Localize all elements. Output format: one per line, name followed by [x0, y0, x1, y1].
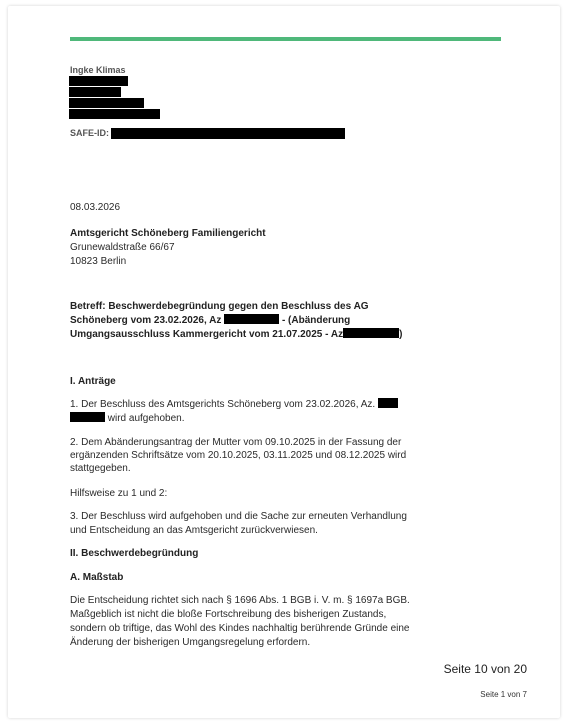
subject-line-3: Umgangsausschluss Kammergericht vom 21.07.2025 - Az ): [70, 329, 403, 340]
header-accent-rule: [70, 37, 501, 41]
case-number-redaction: [378, 398, 398, 408]
subsection-heading-massstab: A. Maßstab: [70, 572, 124, 583]
recipient-street: Grunewaldstraße 66/67: [70, 242, 175, 253]
page-number-large: Seite 10 von 20: [443, 662, 527, 676]
section-heading-antraege: I. Anträge: [70, 376, 116, 387]
subject-line-2: Schöneberg vom 23.02.2026, Az - (Abänderung: [70, 315, 351, 326]
alternative-request-label: Hilfsweise zu 1 und 2:: [70, 488, 168, 499]
letter-date: 08.03.2026: [70, 202, 121, 213]
sender-name: Ingke Klimas: [70, 65, 126, 75]
page-number-small: Seite 1 von 7: [480, 690, 527, 699]
case-number-redaction: [70, 412, 105, 422]
standard-paragraph-line-3: sondern ob triftige, das Wohl des Kindes nachhaltig berührende Gründe eine: [70, 623, 410, 634]
redaction-bar: [69, 76, 128, 86]
safe-id-redaction: [111, 128, 345, 139]
redaction-bar: [69, 87, 121, 97]
standard-paragraph-line-4: Änderung der bisherigen Umgangsregelung erfordern.: [70, 637, 311, 648]
safe-id-label: SAFE-ID:: [70, 128, 109, 138]
request-1-line-1: 1. Der Beschluss des Amtsgerichts Schöneberg vom 23.02.2026, Az.: [70, 398, 398, 412]
redaction-bar: [69, 109, 160, 119]
request-1-line-2: wird aufgehoben.: [70, 412, 185, 426]
request-3-line-2: und Entscheidung an das Amtsgericht zurückverwiesen.: [70, 525, 318, 536]
recipient-city: 10823 Berlin: [70, 256, 127, 267]
section-heading-beschwerdebegruendung: II. Beschwerdebegründung: [70, 548, 199, 559]
subject-line-1: Betreff: Beschwerdebegründung gegen den Beschluss des AG: [70, 301, 369, 312]
case-number-redaction: [343, 328, 399, 338]
request-2-line-2: ergänzenden Schriftsätze vom 20.10.2025, 03.11.2025 und 08.12.2025 wird: [70, 450, 407, 461]
request-2-line-3: stattgegeben.: [70, 463, 131, 474]
case-number-redaction: [224, 314, 279, 324]
standard-paragraph-line-2: Maßgeblich ist nicht die bloße Fortschreibung des bisherigen Zustands,: [70, 609, 387, 620]
recipient-name: Amtsgericht Schöneberg Familiengericht: [70, 228, 266, 239]
request-2-line-1: 2. Dem Abänderungsantrag der Mutter vom 09.10.2025 in der Fassung der: [70, 437, 402, 448]
redaction-bar: [69, 98, 144, 108]
standard-paragraph-line-1: Die Entscheidung richtet sich nach § 1696 Abs. 1 BGB i. V. m. § 1697a BGB.: [70, 595, 410, 606]
request-3-line-1: 3. Der Beschluss wird aufgehoben und die Sache zur erneuten Verhandlung: [70, 511, 407, 522]
